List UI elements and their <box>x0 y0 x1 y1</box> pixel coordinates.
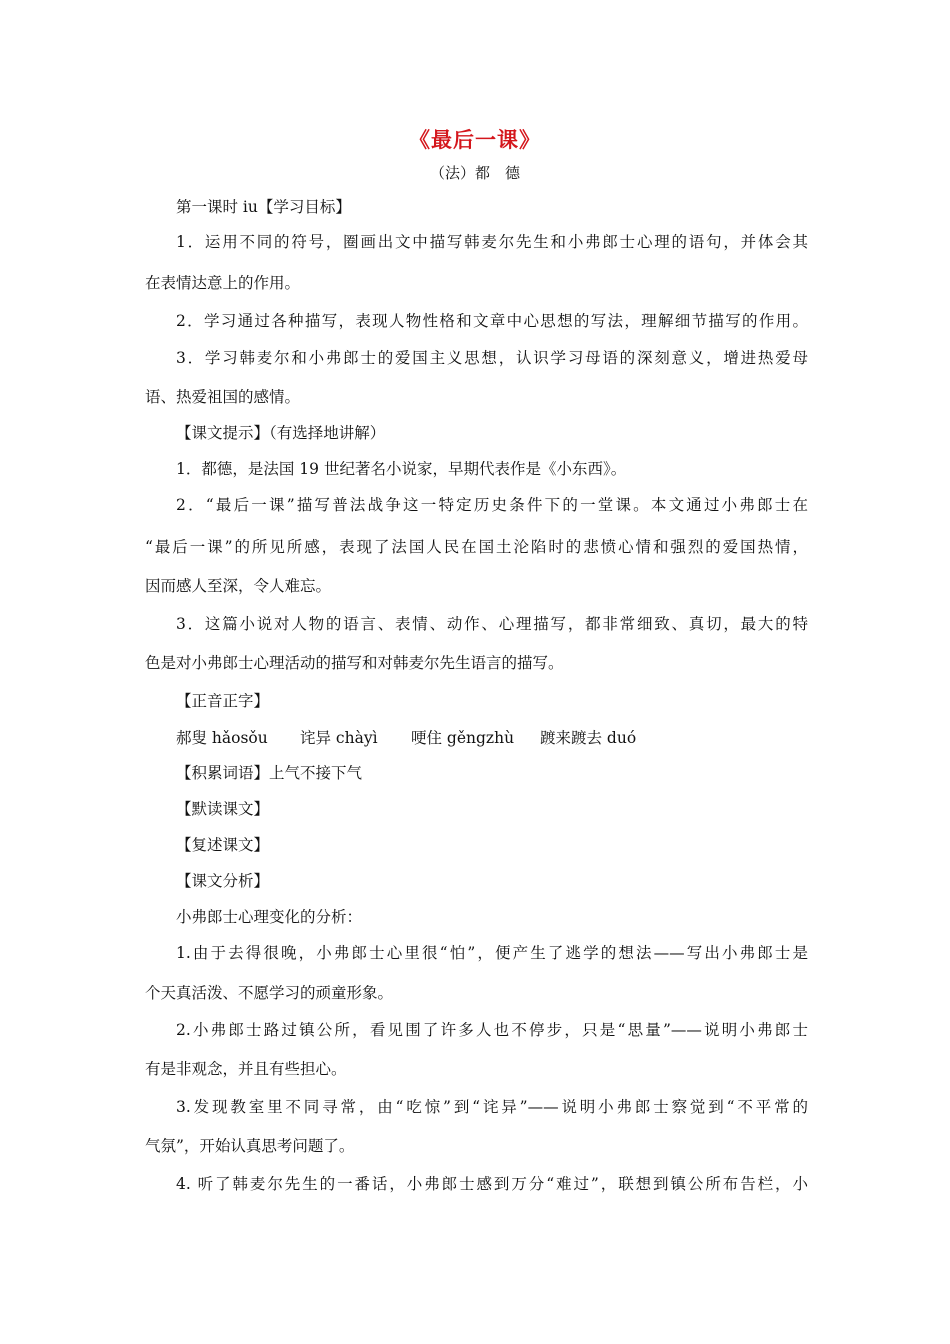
pinyin-item: 哽住 gěngzhù <box>411 729 515 747</box>
paragraph-line: 语、热爱祖国的感情。 <box>145 388 301 406</box>
paragraph-line: 3．这篇小说对人物的语言、表情、动作、心理描写，都非常细致、真切，最大的特 <box>176 615 808 633</box>
paragraph-line: 1．都德，是法国 19 世纪著名小说家，早期代表作是《小东西》。 <box>176 460 627 478</box>
paragraph-line: “最后一课”的所见所感，表现了法国人民在国土沦陷时的悲愤心情和强烈的爱国热情， <box>145 538 808 556</box>
pinyin-row <box>176 726 716 748</box>
paragraph-line: 有是非观念，并且有些担心。 <box>145 1060 347 1078</box>
pinyin-item: 诧异 chàyì <box>300 729 378 747</box>
document-title: 《最后一课》 <box>409 127 541 152</box>
section-heading: 【课文提示】（有选择地讲解） <box>176 424 386 442</box>
section-heading: 【正音正字】 <box>176 692 270 710</box>
paragraph-line: 1.由于去得很晚，小弗郎士心里很“怕”，便产生了逃学的想法——写出小弗郎士是 <box>176 944 808 962</box>
paragraph-line: 2．学习通过各种描写，表现人物性格和文章中心思想的写法，理解细节描写的作用。 <box>176 312 808 330</box>
paragraph-line: 1．运用不同的符号，圈画出文中描写韩麦尔先生和小弗郎士心理的语句，并体会其 <box>176 233 808 251</box>
section-heading: 【复述课文】 <box>176 836 270 854</box>
paragraph-line: 气氛”，开始认真思考问题了。 <box>145 1137 355 1155</box>
paragraph-line: 小弗郎士心理变化的分析： <box>176 908 363 926</box>
paragraph-line: 个天真活泼、不愿学习的顽童形象。 <box>145 984 394 1002</box>
section-heading: 【课文分析】 <box>176 872 270 890</box>
paragraph-line: 3．学习韩麦尔和小弗郎士的爱国主义思想，认识学习母语的深刻意义，增进热爱母 <box>176 349 808 367</box>
pinyin-item: 踱来踱去 duó <box>540 729 637 747</box>
paragraph-line: 4. 听了韩麦尔先生的一番话，小弗郎士感到万分“难过”，联想到镇公所布告栏，小 <box>176 1175 808 1193</box>
paragraph-line: 色是对小弗郎士心理活动的描写和对韩麦尔先生语言的描写。 <box>145 654 564 672</box>
paragraph-line: 在表情达意上的作用。 <box>145 274 301 292</box>
section-heading: 第一课时 iu【学习目标】 <box>176 198 351 216</box>
document-author: （法）都 德 <box>429 164 520 182</box>
paragraph-line: 3.发现教室里不同寻常，由“吃惊”到“诧异”——说明小弗郎士察觉到“不平常的 <box>176 1098 808 1116</box>
paragraph-line: 2.小弗郎士路过镇公所，看见围了许多人也不停步，只是“思量”——说明小弗郎士 <box>176 1021 808 1039</box>
paragraph-line: 因而感人至深，令人难忘。 <box>145 577 332 595</box>
pinyin-item: 郝叟 hǎosǒu <box>176 729 268 747</box>
section-heading: 【默读课文】 <box>176 800 270 818</box>
paragraph-line: 2．“最后一课”描写普法战争这一特定历史条件下的一堂课。本文通过小弗郎士在 <box>176 496 808 514</box>
section-heading: 【积累词语】上气不接下气 <box>176 764 363 782</box>
